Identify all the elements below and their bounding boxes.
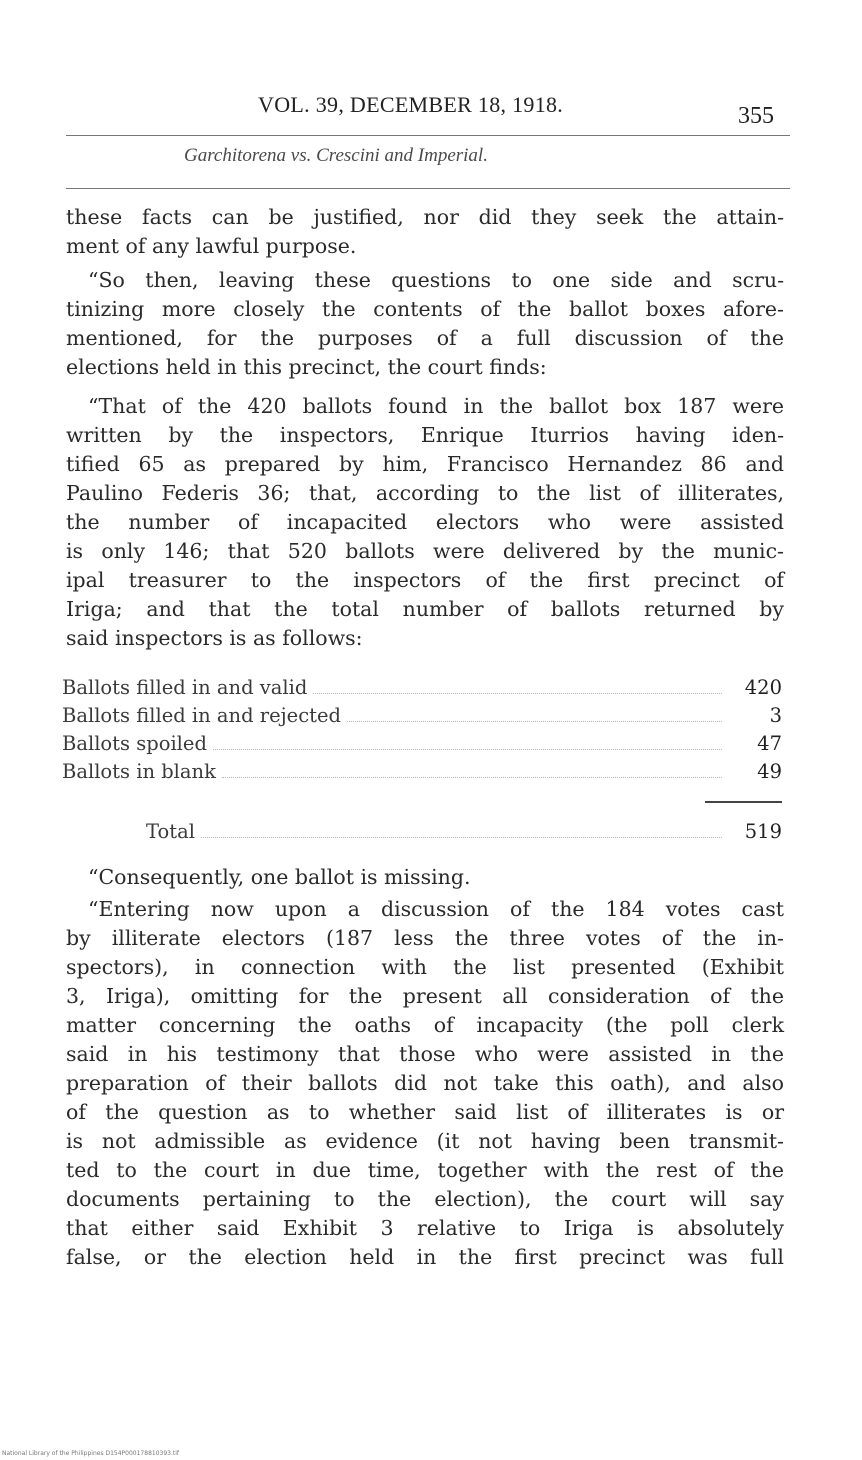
leader-dots (347, 721, 722, 722)
text-line: “Consequently, one ballot is missing. (88, 865, 471, 889)
text-line: tinizing more closely the contents of the ballot boxes afore- (66, 297, 784, 321)
text-line: said inspectors is as follows: (66, 626, 363, 650)
ledger-row (62, 730, 782, 758)
text-line: Iriga; and that the total number of ballots returned by (66, 597, 784, 621)
text-line: preparation of their ballots did not take this oath), and also (66, 1071, 784, 1095)
text-line: that either said Exhibit 3 relative to Iriga is absolutely (66, 1216, 784, 1240)
ledger-total-row (62, 818, 782, 846)
page-number: 355 (738, 103, 774, 129)
text-line: “That of the 420 ballots found in the ballot box 187 were (88, 394, 784, 418)
paragraph-4 (66, 863, 784, 892)
text-line: is not admissible as evidence (it not having been transmit- (66, 1129, 784, 1153)
text-line: mentioned, for the purposes of a full discussion of the (66, 326, 784, 350)
ledger-label: Ballots filled in and rejected (62, 704, 341, 727)
running-header-title: VOL. 39, DECEMBER 18, 1918. (258, 92, 564, 117)
ballot-ledger (62, 674, 782, 786)
header-rule-bottom (66, 188, 790, 189)
ledger-label: Ballots filled in and valid (62, 676, 308, 699)
paragraph-3 (66, 392, 784, 653)
paragraph-2 (66, 266, 784, 382)
text-line: false, or the election held in the first precinct was full (66, 1245, 784, 1269)
total-label: Total (146, 820, 195, 843)
text-line: “Entering now upon a discussion of the 184 votes cast (88, 897, 784, 921)
leader-dots (201, 837, 722, 838)
paragraph-5 (66, 895, 784, 1272)
ledger-row (62, 674, 782, 702)
leader-dots (222, 777, 722, 778)
text-line: documents pertaining to the election), the court will say (66, 1187, 784, 1211)
ledger-value: 49 (757, 760, 782, 783)
text-line: is only 146; that 520 ballots were delivered by the munic- (66, 539, 784, 563)
text-line: matter concerning the oaths of incapacity (the poll clerk (66, 1013, 784, 1037)
sum-rule (705, 801, 782, 803)
text-line: ipal treasurer to the inspectors of the first precinct of (66, 568, 784, 592)
text-line: spectors), in connection with the list presented (Exhibit (66, 955, 784, 979)
text-line: written by the inspectors, Enrique Iturrios having iden- (66, 423, 784, 447)
ledger-label: Ballots in blank (62, 760, 216, 783)
header-rule-top (66, 135, 790, 136)
scan-source-note: National Library of the Philippines D154P000178810393.tif (2, 1450, 180, 1457)
ledger-value: 420 (744, 676, 782, 699)
case-caption: Garchitorena vs. Crescini and Imperial. (184, 145, 488, 166)
paragraph-1 (66, 203, 784, 261)
ledger-label: Ballots spoiled (62, 732, 207, 755)
text-line: said in his testimony that those who were assisted in the (66, 1042, 784, 1066)
total-value: 519 (744, 820, 782, 843)
text-line: 3, Iriga), omitting for the present all consideration of the (66, 984, 784, 1008)
text-line: ment of any lawful purpose. (66, 234, 357, 258)
leader-dots (213, 749, 722, 750)
ballot-total (62, 818, 782, 846)
text-line: tified 65 as prepared by him, Francisco Hernandez 86 and (66, 452, 784, 476)
leader-dots (313, 693, 722, 694)
text-line: Paulino Federis 36; that, according to the list of illiterates, (66, 481, 784, 505)
text-line: these facts can be justified, nor did they seek the attain- (66, 205, 784, 229)
ledger-row (62, 758, 782, 786)
text-line: of the question as to whether said list of illiterates is or (66, 1100, 784, 1124)
text-line: by illiterate electors (187 less the three votes of the in- (66, 926, 784, 950)
text-line: elections held in this precinct, the court finds: (66, 355, 547, 379)
text-line: the number of incapacited electors who were assisted (66, 510, 784, 534)
text-line: ted to the court in due time, together with the rest of the (66, 1158, 784, 1182)
ledger-value: 3 (769, 704, 782, 727)
ledger-row (62, 702, 782, 730)
text-line: “So then, leaving these questions to one side and scru- (88, 268, 784, 292)
ledger-value: 47 (757, 732, 782, 755)
